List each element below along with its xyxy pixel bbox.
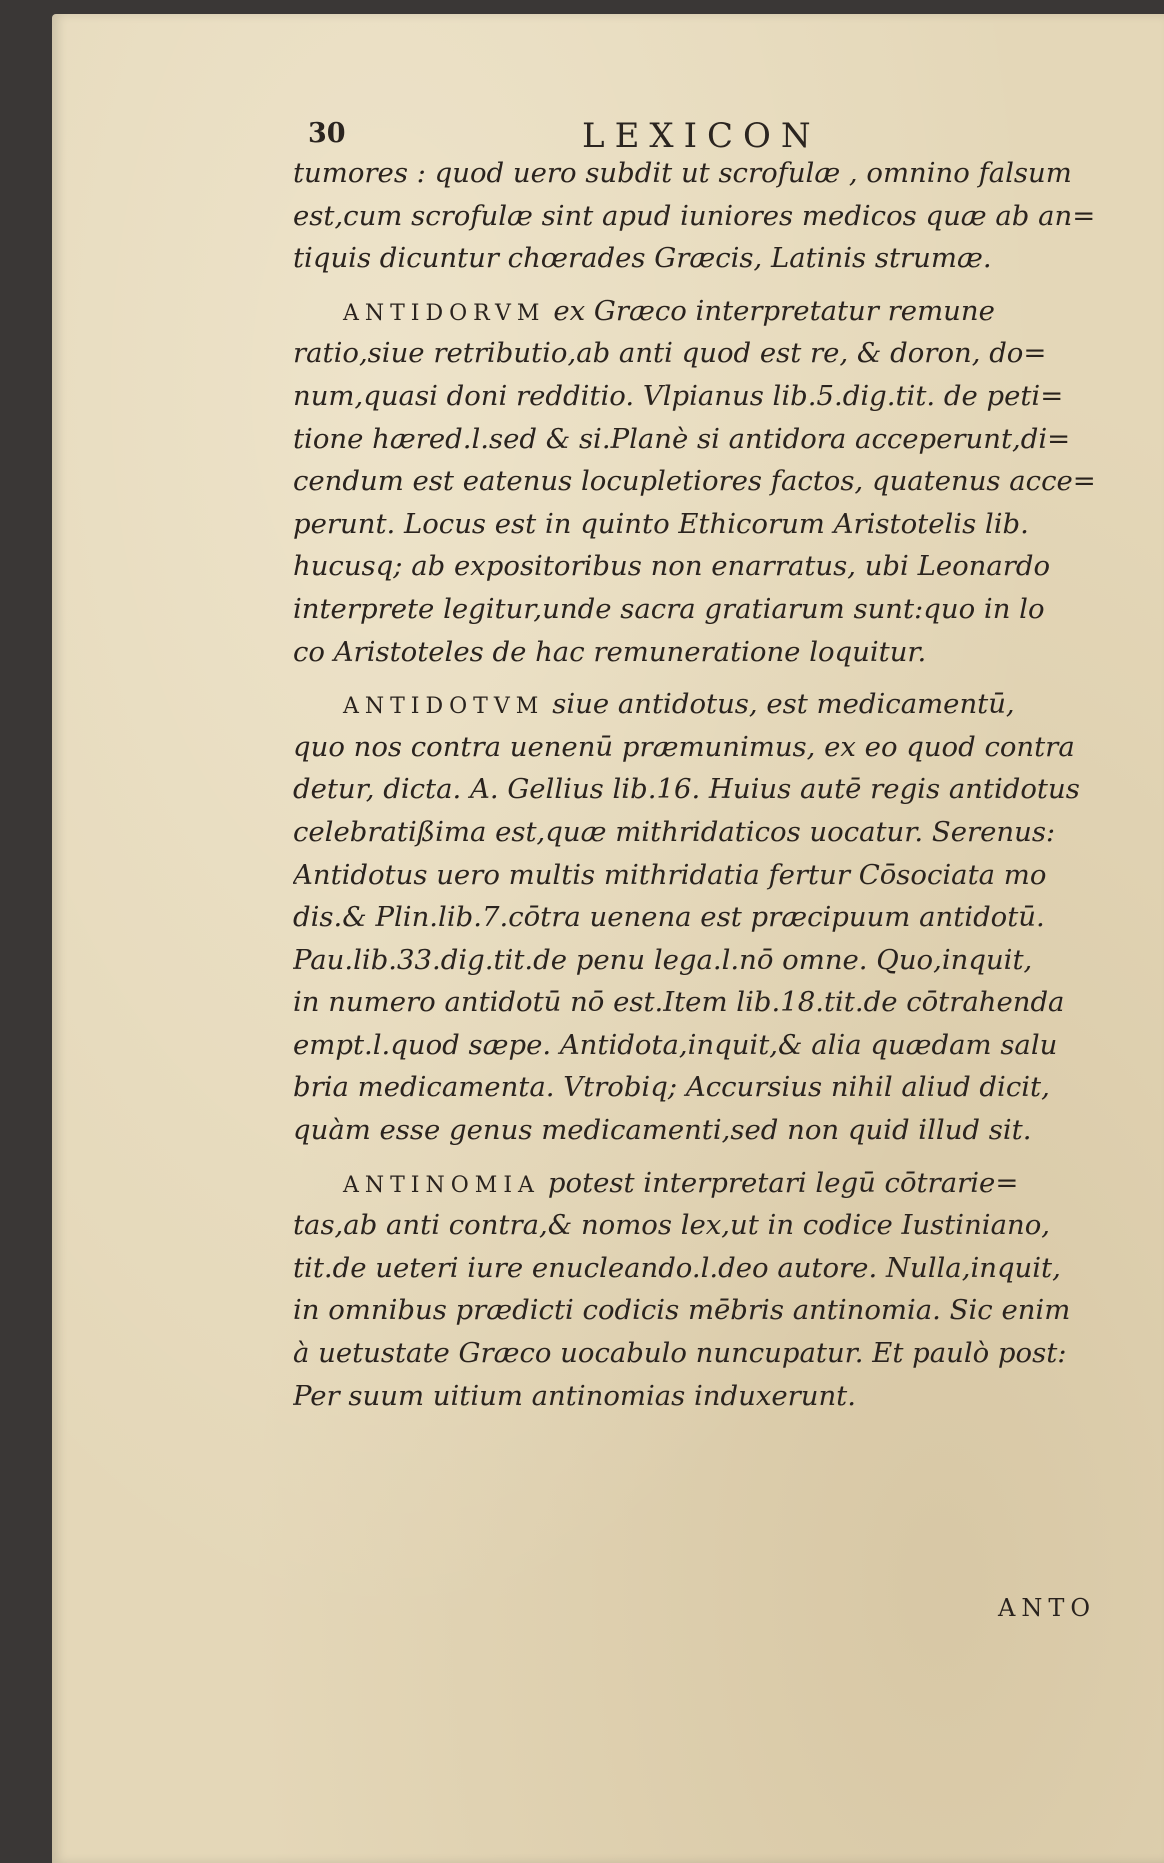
text-line: dis.& Plin.lib.7.cōtra uenena est præcipuum antidotū.: [293, 901, 1045, 934]
entry-first-line: [293, 290, 1113, 333]
text-line: empt.l.quod sæpe. Antidota,inquit,& alia quædam salu: [293, 1028, 1058, 1061]
lemma-heading: ANTIDOTVM: [343, 694, 545, 720]
entry-antinomia: [293, 1162, 1113, 1418]
text-line: quo nos contra uenenū præmunimus, ex eo quod contra: [293, 730, 1075, 763]
lemma-heading: ANTINOMIA: [343, 1172, 540, 1198]
text-line: cendum est eatenus locupletiores factos, quatenus acce=: [293, 465, 1096, 498]
text-line: celebratißima est,quæ mithridaticos uocatur. Serenus:: [293, 815, 1056, 848]
text-line: ex Græco interpretatur remune: [553, 294, 995, 327]
entry-continuation: [293, 152, 1113, 280]
entry-antidorum: [293, 290, 1113, 673]
text-line: tit.de ueteri iure enucleando.l.deo autore. Nulla,inquit,: [293, 1251, 1061, 1284]
folio-number: 30: [308, 118, 346, 149]
catchword: ANTO: [998, 1594, 1097, 1622]
lemma-heading: ANTIDORVM: [343, 300, 546, 326]
entry-antidotum: [293, 683, 1113, 1152]
text-line: est,cum scrofulæ sint apud iuniores medicos quæ ab an=: [293, 199, 1096, 232]
text-line: siue antidotus, est medicamentū,: [552, 688, 1015, 721]
entry-first-line: [293, 1162, 1113, 1205]
text-line: quàm esse genus medicamenti,sed non quid illud sit.: [293, 1114, 1032, 1147]
running-title: LEXICON: [582, 116, 821, 156]
text-line: in omnibus prædicti codicis mēbris antinomia. Sic enim: [293, 1294, 1071, 1327]
text-block: [293, 152, 1113, 1417]
text-line: Per suum uitium antinomias induxerunt.: [293, 1379, 856, 1412]
text-line: tumores : quod uero subdit ut scrofulæ , omnino falsum: [293, 157, 1072, 189]
text-line: tione hæred.l.sed & si.Planè si antidora acceperunt,di=: [293, 422, 1071, 455]
text-line: perunt. Locus est in quinto Ethicorum Aristotelis lib.: [293, 507, 1029, 540]
text-line: hucusq; ab expositoribus non enarratus, ubi Leonardo: [293, 550, 1051, 583]
text-line: potest interpretari legū cōtrarie=: [547, 1166, 1019, 1199]
text-line: tas,ab anti contra,& nomos lex,ut in codice Iustiniano,: [293, 1209, 1051, 1242]
text-line: Antidotus uero multis mithridatia fertur Cōsociata mo: [293, 858, 1047, 891]
text-line: num,quasi doni redditio. Vlpianus lib.5.dig.tit. de peti=: [293, 379, 1064, 412]
text-line: à uetustate Græco uocabulo nuncupatur. Et paulò post:: [293, 1337, 1067, 1370]
text-line: interprete legitur,unde sacra gratiarum sunt:quo in lo: [293, 592, 1045, 625]
text-line: tiquis dicuntur chœrades Græcis, Latinis strumæ.: [293, 242, 992, 275]
text-line: bria medicamenta. Vtrobiq; Accursius nihil aliud dicit,: [293, 1071, 1050, 1104]
text-line: detur, dicta. A. Gellius lib.16. Huius autē regis antidotus: [293, 773, 1080, 806]
text-line: Pau.lib.33.dig.tit.de penu lega.l.nō omne. Quo,inquit,: [293, 943, 1033, 976]
text-line: in numero antidotū nō est.Item lib.18.tit.de cōtrahenda: [293, 986, 1065, 1019]
entry-first-line: [293, 683, 1113, 726]
text-line: ratio,siue retributio,ab anti quod est re, & doron, do=: [293, 337, 1047, 370]
text-line: co Aristoteles de hac remuneratione loquitur.: [293, 635, 927, 668]
